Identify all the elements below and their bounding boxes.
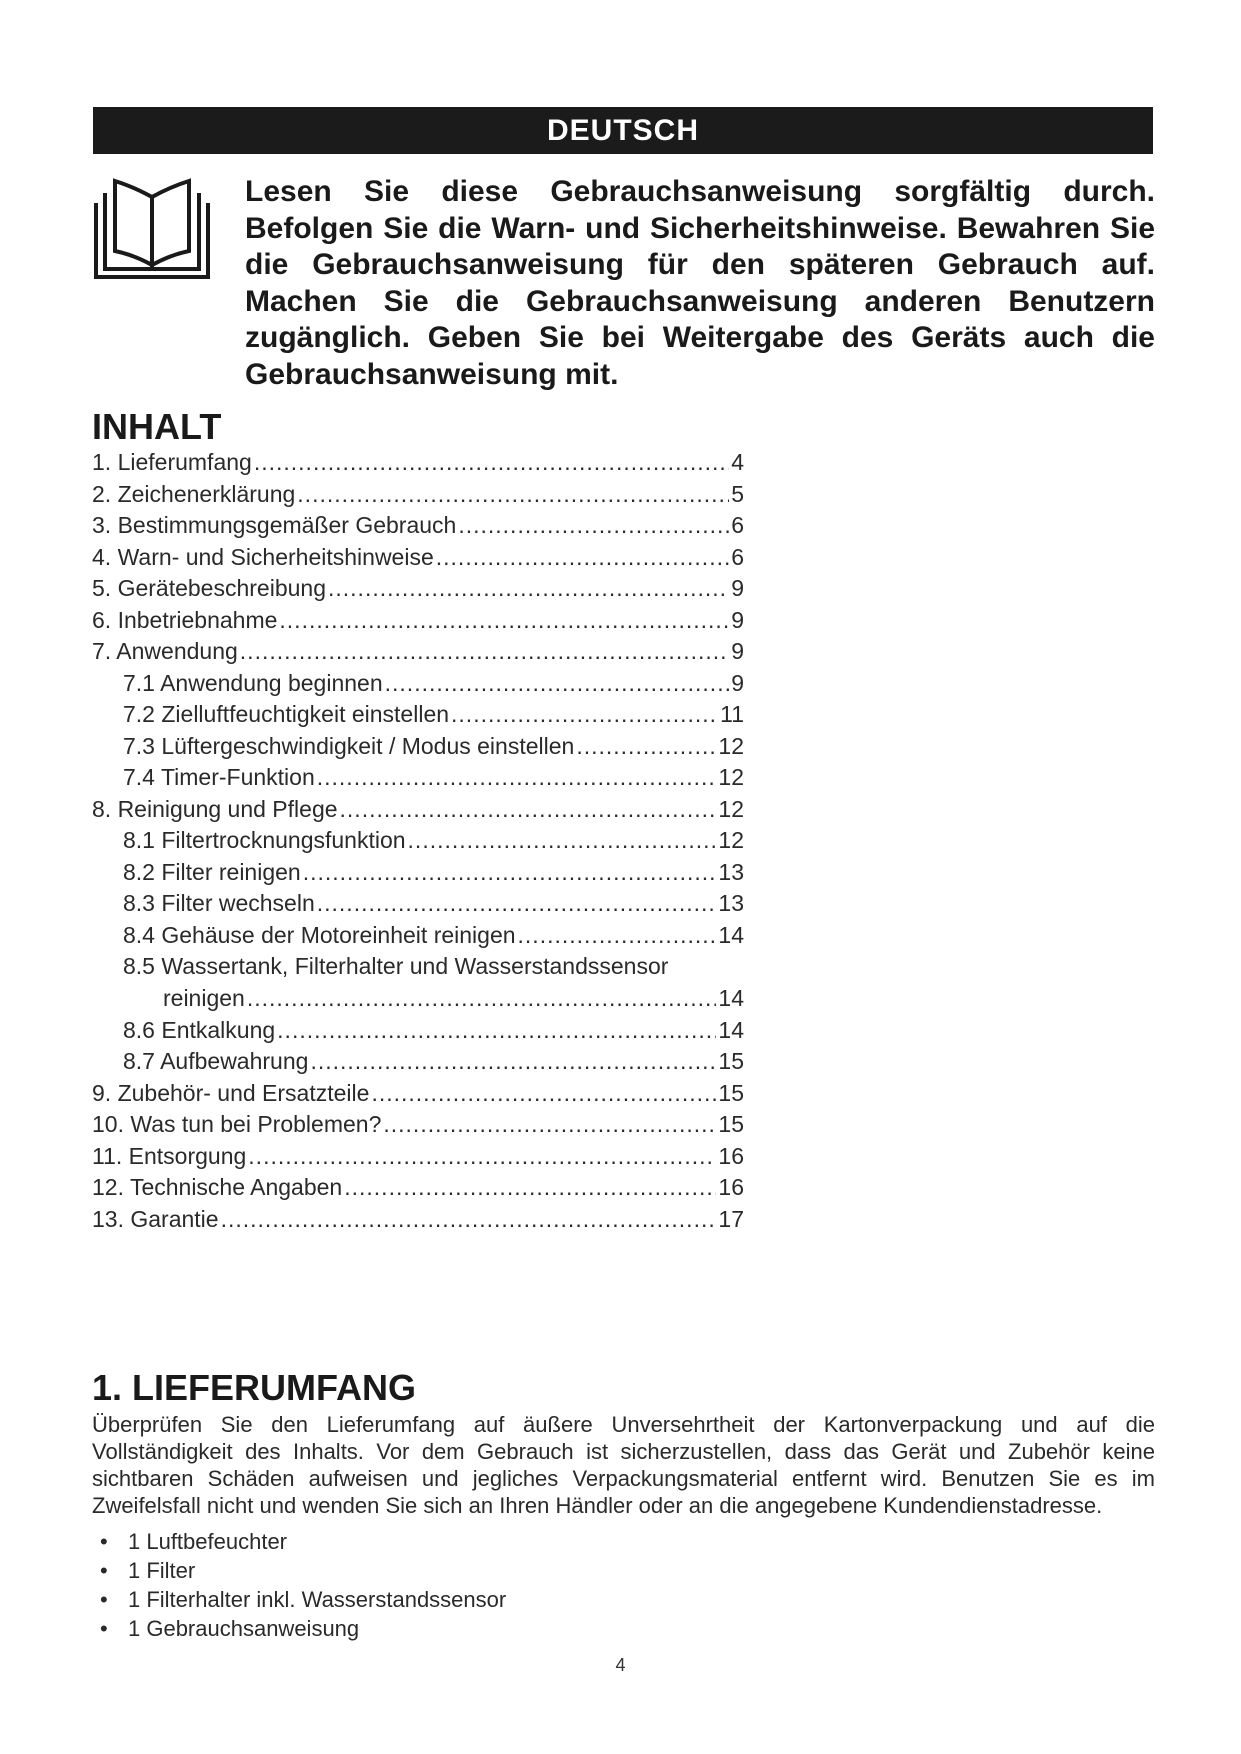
toc-entry-page: 9 [731, 669, 744, 696]
toc-subentry[interactable] [92, 699, 744, 731]
toc-entry-label: 3. Bestimmungsgemäßer Gebrauch [92, 512, 457, 538]
book-icon [92, 177, 212, 283]
toc-subentry[interactable] [92, 731, 744, 763]
toc-leader [383, 1109, 716, 1141]
toc-leader [247, 983, 717, 1015]
toc-entry-label: 9. Zubehör- und Ersatzteile [92, 1079, 370, 1106]
toc-entry-label: 11. Entsorgung [92, 1142, 247, 1169]
toc-entry-page: 17 [718, 1205, 744, 1232]
toc-leader [328, 573, 729, 605]
language-header-bar [93, 107, 1153, 154]
toc-subentry-continued[interactable] [92, 983, 744, 1015]
bullet-icon: • [100, 1529, 108, 1554]
toc-entry-label: 7.2 Zielluftfeuchtigkeit einstellen [123, 701, 450, 727]
toc-entry-label: 8.2 Filter reinigen [123, 858, 301, 885]
page-number: 4 [615, 1655, 626, 1675]
section-body-text: Überprüfen Sie den Lieferumfang auf äußere Unversehrtheit der Kartonverpackung und auf die Vollständigkeit des Inhalts. Vor dem Gebrauch ist sicherzustellen, dass das Gerät und Zubehör keine sichtbaren Schäden aufweisen und jegliches Verpackungsmaterial entfernt wird. Benutzen Sie es im Zweifelsfall nicht und wenden Sie sich an Ihren Händler oder an die angegebene Kundendienstadresse. [92, 1412, 1155, 1518]
toc-entry-label: 6. Inbetriebnahme [92, 606, 278, 633]
toc-entry-label: 1. Lieferumfang [92, 449, 252, 475]
toc-entry-label: 2. Zeichenerklärung [92, 480, 296, 507]
toc-leader [297, 479, 729, 511]
toc-subentry[interactable] [92, 825, 744, 857]
toc-leader [518, 920, 717, 952]
intro-text: Lesen Sie diese Gebrauchsanweisung sorgfältig durch. Befolgen Sie die Warn- und Sicherheitshinweise. Bewahren Sie die Gebrauchsanweisung für den späteren Gebrauch auf. Machen Sie die Gebrauchsanweisung anderen Benutzern zugänglich. Geben Sie bei Weitergabe des Geräts auch die Gebrauchsanweisung mit. [245, 175, 1155, 391]
toc-heading: INHALT [92, 406, 222, 447]
toc-subentry[interactable] [92, 888, 744, 920]
table-of-contents [92, 447, 744, 1235]
toc-entry-label: 8.5 Wassertank, Filterhalter und Wasserstandssensor [123, 953, 669, 979]
delivery-contents-list [100, 1527, 506, 1643]
toc-entry-label: 8.4 Gehäuse der Motoreinheit reinigen [123, 921, 516, 948]
list-item [100, 1614, 506, 1643]
toc-entry-page: 9 [731, 606, 744, 633]
toc-entry-label: 8.6 Entkalkung [123, 1016, 276, 1043]
list-item [100, 1527, 506, 1556]
list-item [100, 1585, 506, 1614]
toc-entry-page: 14 [718, 1016, 744, 1043]
toc-leader [436, 542, 729, 574]
toc-leader [344, 1172, 716, 1204]
toc-entry-label: 10. Was tun bei Problemen? [92, 1111, 382, 1137]
list-item-text: 1 Gebrauchsanweisung [128, 1616, 360, 1641]
toc-entry-page: 16 [718, 1142, 744, 1169]
toc-leader [385, 668, 730, 700]
toc-entry[interactable] [92, 479, 744, 511]
toc-subentry[interactable] [92, 951, 744, 983]
toc-subentry[interactable] [92, 1015, 744, 1047]
toc-entry-page: 14 [718, 921, 744, 948]
language-label: DEUTSCH [546, 113, 699, 147]
toc-entry-page: 13 [718, 858, 744, 885]
toc-entry-page: 11 [720, 701, 744, 727]
section-heading-lieferumfang: 1. LIEFERUMFANG [92, 1367, 417, 1408]
toc-subentry[interactable] [92, 1046, 744, 1078]
toc-entry-page: 15 [718, 1079, 744, 1106]
toc-leader [279, 605, 729, 637]
toc-leader [576, 731, 716, 763]
toc-subentry[interactable] [92, 857, 744, 889]
toc-entry-page: 4 [731, 449, 744, 475]
toc-entry-label: 7. Anwendung [92, 638, 238, 664]
toc-entry-page: 12 [718, 795, 744, 822]
toc-entry[interactable] [92, 1172, 744, 1204]
toc-entry-page: 9 [731, 638, 744, 664]
toc-leader [317, 762, 717, 794]
toc-entry-label: reinigen [163, 985, 245, 1011]
toc-leader [317, 888, 717, 920]
toc-entry[interactable] [92, 1204, 744, 1236]
toc-entry[interactable] [92, 636, 744, 668]
toc-leader [458, 510, 729, 542]
toc-entry-page: 9 [731, 575, 744, 601]
toc-leader [221, 1204, 717, 1236]
list-item [100, 1556, 506, 1585]
toc-entry-page: 5 [731, 480, 744, 507]
list-item-text: 1 Filter [128, 1558, 196, 1583]
toc-entry[interactable] [92, 573, 744, 605]
toc-entry[interactable] [92, 510, 744, 542]
toc-leader [408, 825, 717, 857]
toc-entry[interactable] [92, 605, 744, 637]
list-item-text: 1 Filterhalter inkl. Wasserstandssensor [128, 1587, 507, 1612]
toc-entry[interactable] [92, 794, 744, 826]
toc-subentry[interactable] [92, 668, 744, 700]
toc-entry-label: 7.4 Timer-Funktion [123, 764, 315, 790]
toc-entry-label: 8. Reinigung und Pflege [92, 795, 338, 822]
toc-leader [371, 1078, 716, 1110]
toc-entry-label: 8.3 Filter wechseln [123, 890, 315, 916]
toc-entry-page: 14 [718, 985, 744, 1011]
toc-entry-label: 5. Gerätebeschreibung [92, 575, 326, 601]
toc-entry-label: 8.1 Filtertrocknungsfunktion [123, 827, 406, 853]
toc-subentry[interactable] [92, 762, 744, 794]
toc-leader [254, 447, 729, 479]
toc-leader [240, 636, 729, 668]
toc-entry-label: 7.3 Lüftergeschwindigkeit / Modus einstellen [123, 732, 575, 759]
toc-entry-label: 4. Warn- und Sicherheitshinweise [92, 543, 434, 570]
bullet-icon: • [100, 1558, 108, 1583]
toc-entry-page: 12 [718, 764, 744, 790]
toc-entry-label: 13. Garantie [92, 1205, 219, 1232]
toc-entry[interactable] [92, 542, 744, 574]
toc-entry-page: 15 [718, 1111, 744, 1137]
toc-entry[interactable] [92, 447, 744, 479]
toc-subentry[interactable] [92, 920, 744, 952]
toc-leader [310, 1046, 716, 1078]
toc-entry-label: 12. Technische Angaben [92, 1174, 343, 1200]
toc-leader [277, 1015, 716, 1047]
toc-leader [248, 1141, 716, 1173]
toc-entry-page: 12 [718, 827, 744, 853]
toc-leader [451, 699, 718, 731]
toc-entry-page: 6 [731, 543, 744, 570]
bullet-icon: • [100, 1587, 108, 1612]
toc-entry-page: 16 [718, 1174, 744, 1200]
toc-leader [303, 857, 717, 889]
toc-entry-page: 15 [718, 1048, 744, 1074]
toc-entry[interactable] [92, 1109, 744, 1141]
toc-entry[interactable] [92, 1141, 744, 1173]
toc-entry-label: 7.1 Anwendung beginnen [123, 669, 383, 696]
toc-entry-label: 8.7 Aufbewahrung [123, 1048, 309, 1074]
toc-entry-page: 6 [731, 512, 744, 538]
toc-leader [340, 794, 717, 826]
toc-entry-page: 13 [718, 890, 744, 916]
toc-entry[interactable] [92, 1078, 744, 1110]
bullet-icon: • [100, 1616, 108, 1641]
list-item-text: 1 Luftbefeuchter [128, 1529, 288, 1554]
toc-entry-page: 12 [718, 732, 744, 759]
